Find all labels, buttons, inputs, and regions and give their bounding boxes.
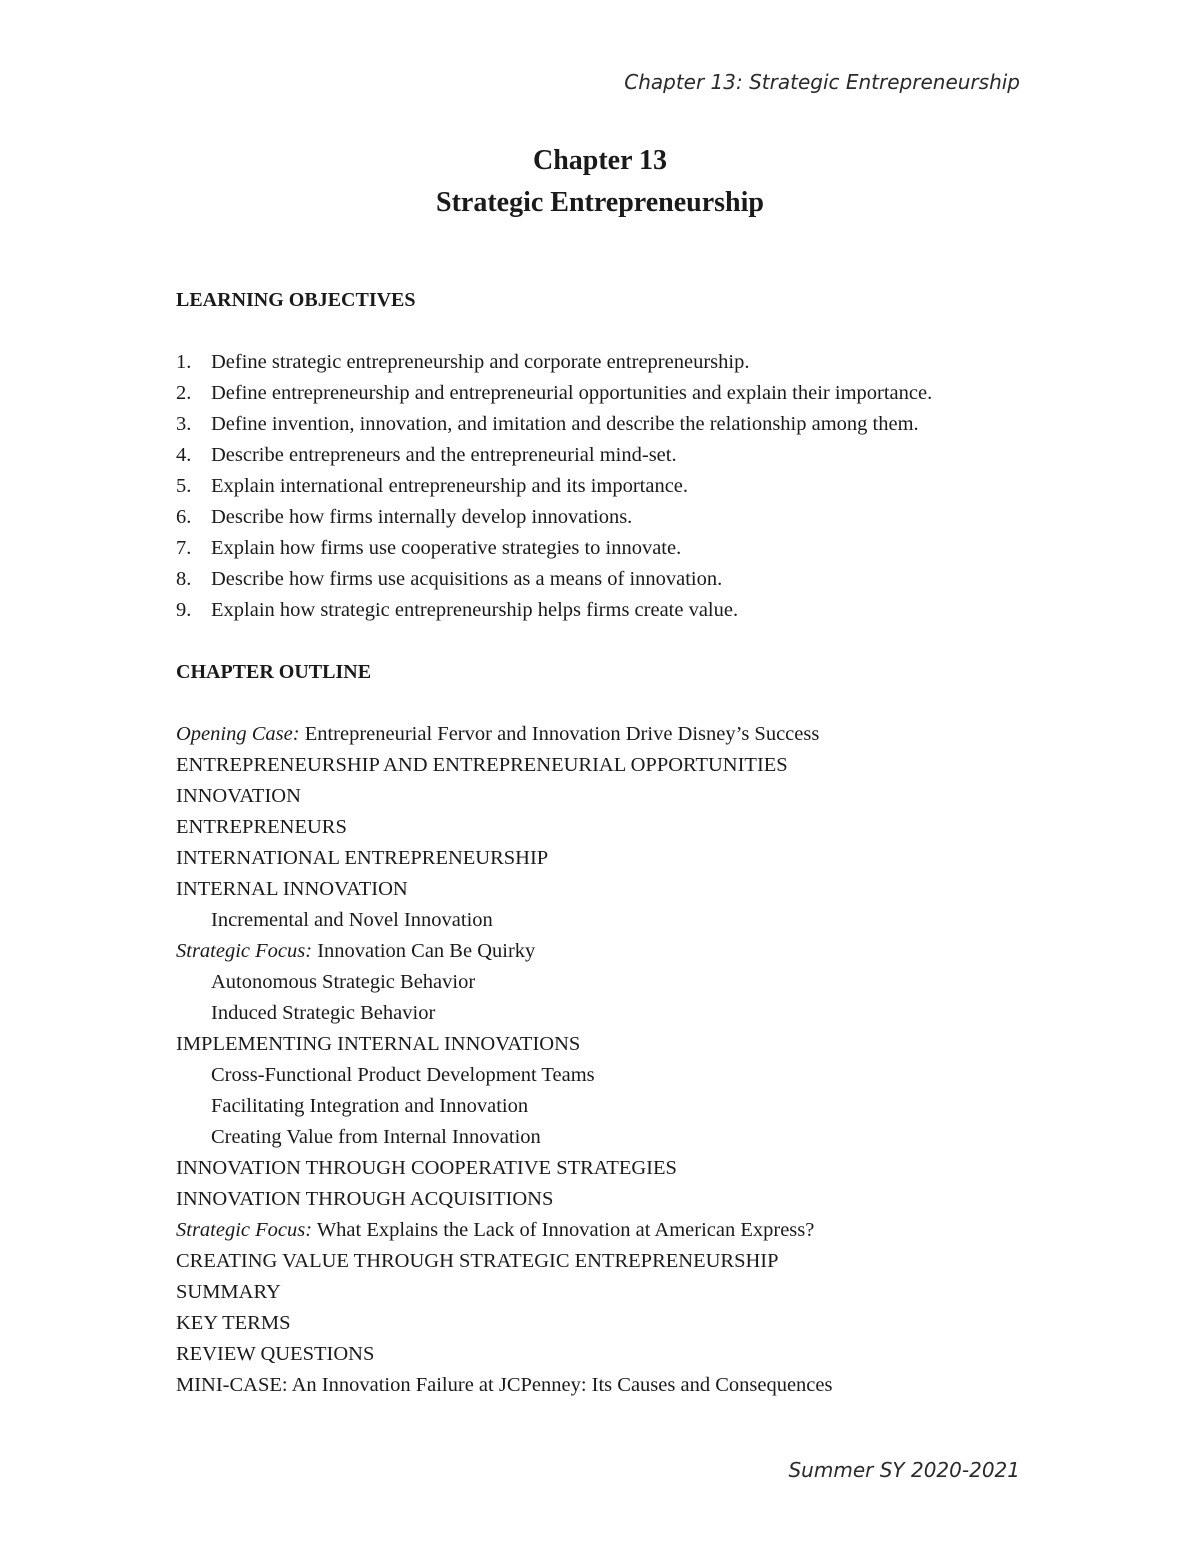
outline-item: INNOVATION THROUGH COOPERATIVE STRATEGIES bbox=[176, 1157, 677, 1179]
objective-text: Define entrepreneurship and entrepreneurial opportunities and explain their importance. bbox=[211, 382, 933, 404]
objective-item bbox=[176, 347, 1056, 378]
objective-number: 2. bbox=[176, 382, 192, 404]
outline-mini-case: MINI-CASE: An Innovation Failure at JCPenney: Its Causes and Consequences bbox=[176, 1374, 833, 1396]
outline-item: ENTREPRENEURSHIP AND ENTREPRENEURIAL OPPORTUNITIES bbox=[176, 754, 788, 776]
objective-item bbox=[176, 471, 1056, 502]
outline-strategic-focus bbox=[176, 1215, 1056, 1246]
objective-number: 5. bbox=[176, 475, 192, 497]
outline-subitem: Incremental and Novel Innovation bbox=[211, 909, 493, 931]
objective-text: Describe how firms use acquisitions as a means of innovation. bbox=[211, 568, 723, 590]
outline-item: REVIEW QUESTIONS bbox=[176, 1343, 375, 1365]
objective-number: 3. bbox=[176, 413, 192, 435]
objective-item bbox=[176, 595, 1056, 626]
outline-subitem: Autonomous Strategic Behavior bbox=[211, 971, 476, 993]
strategic-focus-label: Strategic Focus: bbox=[176, 1219, 313, 1241]
learning-objectives-list bbox=[176, 347, 1056, 626]
objective-text: Explain international entrepreneurship and its importance. bbox=[211, 475, 689, 497]
outline-strategic-focus bbox=[176, 936, 1056, 967]
objective-number: 8. bbox=[176, 568, 192, 590]
strategic-focus-text: What Explains the Lack of Innovation at American Express? bbox=[312, 1219, 815, 1241]
learning-objectives-heading: LEARNING OBJECTIVES bbox=[176, 289, 416, 311]
objective-number: 1. bbox=[176, 351, 192, 373]
outline-item: IMPLEMENTING INTERNAL INNOVATIONS bbox=[176, 1033, 581, 1055]
outline-opening-case bbox=[176, 719, 1056, 750]
objective-item bbox=[176, 440, 1056, 471]
objective-text: Describe entrepreneurs and the entrepreneurial mind-set. bbox=[211, 444, 677, 466]
objective-text: Explain how strategic entrepreneurship helps firms create value. bbox=[211, 599, 739, 621]
strategic-focus-text: Innovation Can Be Quirky bbox=[312, 940, 536, 962]
objective-text: Define strategic entrepreneurship and corporate entrepreneurship. bbox=[211, 351, 750, 373]
objective-text: Explain how firms use cooperative strategies to innovate. bbox=[211, 537, 682, 559]
outline-item: INNOVATION THROUGH ACQUISITIONS bbox=[176, 1188, 554, 1210]
objective-text: Define invention, innovation, and imitation and describe the relationship among them. bbox=[211, 413, 919, 435]
outline-item: ENTREPRENEURS bbox=[176, 816, 347, 838]
objective-item bbox=[176, 533, 1056, 564]
opening-case-label: Opening Case: bbox=[176, 723, 300, 745]
objective-text: Describe how firms internally develop innovations. bbox=[211, 506, 633, 528]
outline-subitem: Cross-Functional Product Development Teams bbox=[211, 1064, 595, 1086]
outline-item: SUMMARY bbox=[176, 1281, 281, 1303]
objective-number: 9. bbox=[176, 599, 192, 621]
strategic-focus-label: Strategic Focus: bbox=[176, 940, 313, 962]
objective-item bbox=[176, 564, 1056, 595]
objective-number: 4. bbox=[176, 444, 192, 466]
outline-subitem: Induced Strategic Behavior bbox=[211, 1002, 436, 1024]
outline-item: KEY TERMS bbox=[176, 1312, 291, 1334]
outline-item: INTERNATIONAL ENTREPRENEURSHIP bbox=[176, 847, 549, 869]
objective-number: 6. bbox=[176, 506, 192, 528]
chapter-outline-heading: CHAPTER OUTLINE bbox=[176, 661, 372, 683]
opening-case-text: Entrepreneurial Fervor and Innovation Drive Disney’s Success bbox=[299, 723, 820, 745]
outline-subitem: Creating Value from Internal Innovation bbox=[211, 1126, 541, 1148]
chapter-name: Strategic Entrepreneurship bbox=[436, 187, 764, 218]
outline-item: CREATING VALUE THROUGH STRATEGIC ENTREPRENEURSHIP bbox=[176, 1250, 779, 1272]
running-header: Chapter 13: Strategic Entrepreneurship bbox=[624, 70, 1020, 94]
objective-number: 7. bbox=[176, 537, 192, 559]
running-footer: Summer SY 2020-2021 bbox=[788, 1458, 1020, 1482]
objective-item bbox=[176, 502, 1056, 533]
objective-item bbox=[176, 409, 1056, 440]
outline-item: INTERNAL INNOVATION bbox=[176, 878, 408, 900]
objective-item bbox=[176, 378, 1056, 409]
outline-subitem: Facilitating Integration and Innovation bbox=[211, 1095, 529, 1117]
chapter-outline-list bbox=[176, 719, 1056, 1401]
main-content bbox=[176, 285, 1056, 1401]
chapter-title bbox=[0, 140, 1200, 224]
chapter-number: Chapter 13 bbox=[532, 145, 668, 176]
outline-item: INNOVATION bbox=[176, 785, 301, 807]
